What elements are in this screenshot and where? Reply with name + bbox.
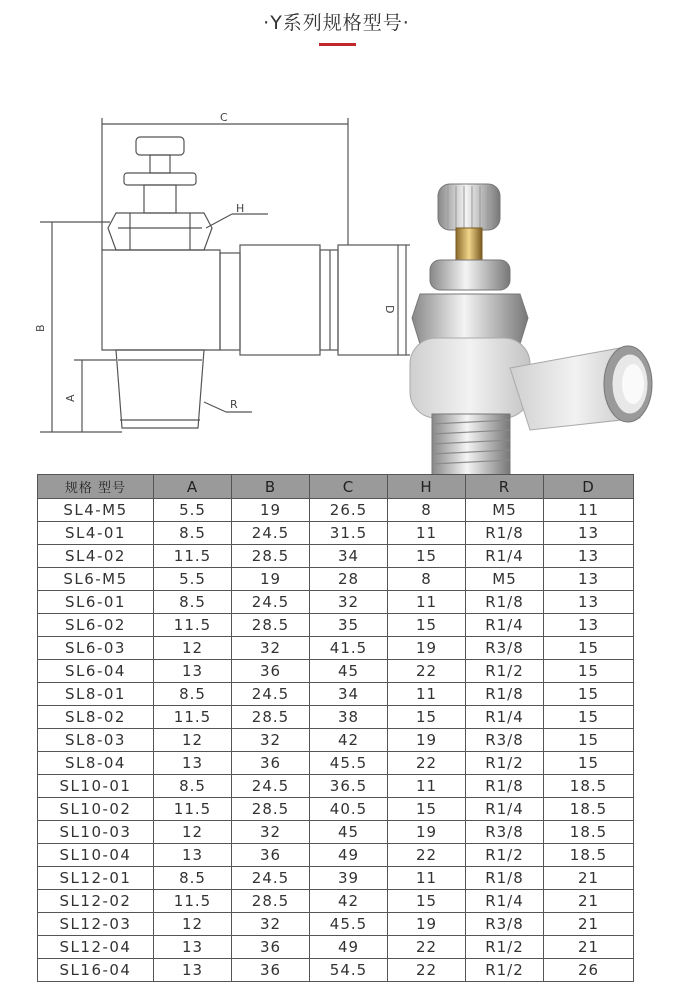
cell-b: 36 (232, 752, 310, 775)
cell-model: SL6-04 (38, 660, 154, 683)
header-r: R (466, 475, 544, 499)
cell-a: 5.5 (154, 499, 232, 522)
cell-c: 28 (310, 568, 388, 591)
cell-a: 11.5 (154, 614, 232, 637)
table-row (38, 890, 634, 913)
header-h: H (388, 475, 466, 499)
table-row (38, 522, 634, 545)
cell-a: 8.5 (154, 775, 232, 798)
cell-b: 28.5 (232, 706, 310, 729)
spec-table-wrapper (37, 474, 633, 982)
cell-model: SL4-M5 (38, 499, 154, 522)
cell-c: 26.5 (310, 499, 388, 522)
cell-r: R1/4 (466, 614, 544, 637)
cell-model: SL4-02 (38, 545, 154, 568)
cell-a: 13 (154, 660, 232, 683)
table-row (38, 614, 634, 637)
cell-r: R1/2 (466, 752, 544, 775)
cell-b: 19 (232, 568, 310, 591)
cell-a: 13 (154, 959, 232, 982)
cell-c: 39 (310, 867, 388, 890)
cell-c: 45 (310, 821, 388, 844)
cell-model: SL8-03 (38, 729, 154, 752)
cell-r: M5 (466, 499, 544, 522)
cell-h: 15 (388, 706, 466, 729)
cell-r: R3/8 (466, 821, 544, 844)
cell-model: SL6-02 (38, 614, 154, 637)
table-row (38, 913, 634, 936)
page-title: ·Y系列规格型号· (263, 12, 410, 34)
cell-model: SL6-M5 (38, 568, 154, 591)
cell-c: 36.5 (310, 775, 388, 798)
cell-r: R1/2 (466, 959, 544, 982)
header-b: B (232, 475, 310, 499)
title-underline (319, 43, 356, 46)
cell-a: 11.5 (154, 798, 232, 821)
table-row (38, 591, 634, 614)
cell-h: 11 (388, 522, 466, 545)
cell-c: 49 (310, 936, 388, 959)
cell-model: SL10-02 (38, 798, 154, 821)
cell-c: 38 (310, 706, 388, 729)
table-row (38, 706, 634, 729)
cell-r: R1/2 (466, 844, 544, 867)
cell-h: 19 (388, 637, 466, 660)
spec-table-body (38, 499, 634, 982)
cell-model: SL8-01 (38, 683, 154, 706)
table-row (38, 959, 634, 982)
cell-c: 40.5 (310, 798, 388, 821)
cell-d: 26 (544, 959, 634, 982)
cell-h: 11 (388, 775, 466, 798)
cell-h: 11 (388, 867, 466, 890)
cell-a: 11.5 (154, 890, 232, 913)
cell-c: 35 (310, 614, 388, 637)
cell-model: SL8-04 (38, 752, 154, 775)
cell-model: SL12-04 (38, 936, 154, 959)
cell-model: SL12-02 (38, 890, 154, 913)
dim-label-d: D (383, 305, 396, 314)
cell-d: 11 (544, 499, 634, 522)
product-panel (0, 58, 673, 461)
cell-r: R1/2 (466, 660, 544, 683)
cell-h: 19 (388, 821, 466, 844)
cell-b: 19 (232, 499, 310, 522)
cell-c: 45.5 (310, 913, 388, 936)
cell-h: 11 (388, 683, 466, 706)
cell-model: SL10-03 (38, 821, 154, 844)
table-row (38, 660, 634, 683)
cell-b: 32 (232, 729, 310, 752)
cell-a: 8.5 (154, 867, 232, 890)
cell-b: 24.5 (232, 591, 310, 614)
cell-r: R3/8 (466, 913, 544, 936)
cell-d: 15 (544, 706, 634, 729)
cell-d: 13 (544, 614, 634, 637)
cell-h: 15 (388, 545, 466, 568)
cell-r: M5 (466, 568, 544, 591)
cell-h: 11 (388, 591, 466, 614)
cell-d: 21 (544, 913, 634, 936)
table-row (38, 821, 634, 844)
cell-d: 15 (544, 660, 634, 683)
cell-b: 36 (232, 936, 310, 959)
header-a: A (154, 475, 232, 499)
cell-b: 32 (232, 913, 310, 936)
cell-d: 13 (544, 568, 634, 591)
cell-h: 22 (388, 936, 466, 959)
cell-d: 15 (544, 637, 634, 660)
cell-c: 32 (310, 591, 388, 614)
cell-d: 18.5 (544, 844, 634, 867)
cell-c: 31.5 (310, 522, 388, 545)
spec-table (37, 474, 634, 982)
cell-d: 13 (544, 591, 634, 614)
cell-c: 34 (310, 545, 388, 568)
cell-h: 15 (388, 614, 466, 637)
cell-h: 15 (388, 798, 466, 821)
dim-label-b: B (34, 324, 47, 332)
cell-r: R1/8 (466, 775, 544, 798)
cell-a: 12 (154, 729, 232, 752)
cell-r: R1/8 (466, 591, 544, 614)
cell-r: R1/8 (466, 683, 544, 706)
table-row (38, 568, 634, 591)
cell-a: 12 (154, 821, 232, 844)
cell-d: 15 (544, 752, 634, 775)
dimension-drawing (30, 110, 410, 450)
cell-h: 19 (388, 913, 466, 936)
cell-b: 24.5 (232, 683, 310, 706)
cell-h: 22 (388, 752, 466, 775)
header-d: D (544, 475, 634, 499)
cell-c: 45.5 (310, 752, 388, 775)
cell-r: R1/4 (466, 706, 544, 729)
cell-b: 36 (232, 660, 310, 683)
cell-h: 19 (388, 729, 466, 752)
cell-h: 22 (388, 959, 466, 982)
cell-d: 18.5 (544, 821, 634, 844)
cell-b: 24.5 (232, 775, 310, 798)
table-row (38, 637, 634, 660)
cell-h: 15 (388, 890, 466, 913)
cell-model: SL6-01 (38, 591, 154, 614)
cell-b: 32 (232, 637, 310, 660)
cell-b: 24.5 (232, 867, 310, 890)
cell-model: SL10-04 (38, 844, 154, 867)
cell-b: 28.5 (232, 614, 310, 637)
table-row (38, 844, 634, 867)
cell-r: R1/4 (466, 890, 544, 913)
cell-d: 13 (544, 522, 634, 545)
cell-a: 12 (154, 913, 232, 936)
cell-model: SL12-03 (38, 913, 154, 936)
table-row (38, 798, 634, 821)
cell-r: R3/8 (466, 637, 544, 660)
cell-a: 8.5 (154, 522, 232, 545)
table-row (38, 752, 634, 775)
cell-model: SL4-01 (38, 522, 154, 545)
cell-b: 24.5 (232, 522, 310, 545)
cell-a: 11.5 (154, 545, 232, 568)
cell-a: 12 (154, 637, 232, 660)
cell-d: 21 (544, 936, 634, 959)
cell-d: 15 (544, 683, 634, 706)
cell-c: 42 (310, 890, 388, 913)
cell-c: 34 (310, 683, 388, 706)
cell-r: R3/8 (466, 729, 544, 752)
cell-b: 36 (232, 959, 310, 982)
cell-d: 21 (544, 890, 634, 913)
cell-c: 41.5 (310, 637, 388, 660)
spec-table-header-row (38, 475, 634, 499)
cell-r: R1/8 (466, 522, 544, 545)
cell-a: 11.5 (154, 706, 232, 729)
table-row (38, 683, 634, 706)
cell-d: 18.5 (544, 775, 634, 798)
cell-model: SL6-03 (38, 637, 154, 660)
dim-label-c: C (220, 111, 228, 124)
header-c: C (310, 475, 388, 499)
cell-a: 5.5 (154, 568, 232, 591)
cell-d: 21 (544, 867, 634, 890)
cell-model: SL16-04 (38, 959, 154, 982)
table-row (38, 775, 634, 798)
cell-b: 32 (232, 821, 310, 844)
cell-r: R1/2 (466, 936, 544, 959)
dim-label-r: R (230, 398, 238, 411)
cell-model: SL10-01 (38, 775, 154, 798)
table-row (38, 936, 634, 959)
dim-label-a: A (64, 394, 77, 402)
cell-a: 13 (154, 844, 232, 867)
cell-b: 28.5 (232, 798, 310, 821)
cell-r: R1/4 (466, 798, 544, 821)
table-row (38, 499, 634, 522)
cell-r: R1/8 (466, 867, 544, 890)
dim-label-h: H (236, 202, 245, 215)
cell-c: 45 (310, 660, 388, 683)
cell-b: 28.5 (232, 890, 310, 913)
cell-h: 22 (388, 660, 466, 683)
cell-d: 18.5 (544, 798, 634, 821)
table-row (38, 545, 634, 568)
cell-a: 13 (154, 752, 232, 775)
cell-h: 8 (388, 499, 466, 522)
product-photo (390, 168, 670, 498)
cell-b: 36 (232, 844, 310, 867)
cell-a: 8.5 (154, 591, 232, 614)
cell-c: 42 (310, 729, 388, 752)
cell-d: 13 (544, 545, 634, 568)
cell-a: 13 (154, 936, 232, 959)
cell-model: SL8-02 (38, 706, 154, 729)
cell-h: 22 (388, 844, 466, 867)
cell-h: 8 (388, 568, 466, 591)
header-model: 规格 型号 (38, 475, 154, 499)
cell-c: 49 (310, 844, 388, 867)
cell-r: R1/4 (466, 545, 544, 568)
cell-c: 54.5 (310, 959, 388, 982)
cell-d: 15 (544, 729, 634, 752)
cell-a: 8.5 (154, 683, 232, 706)
cell-b: 28.5 (232, 545, 310, 568)
cell-model: SL12-01 (38, 867, 154, 890)
table-row (38, 867, 634, 890)
table-row (38, 729, 634, 752)
